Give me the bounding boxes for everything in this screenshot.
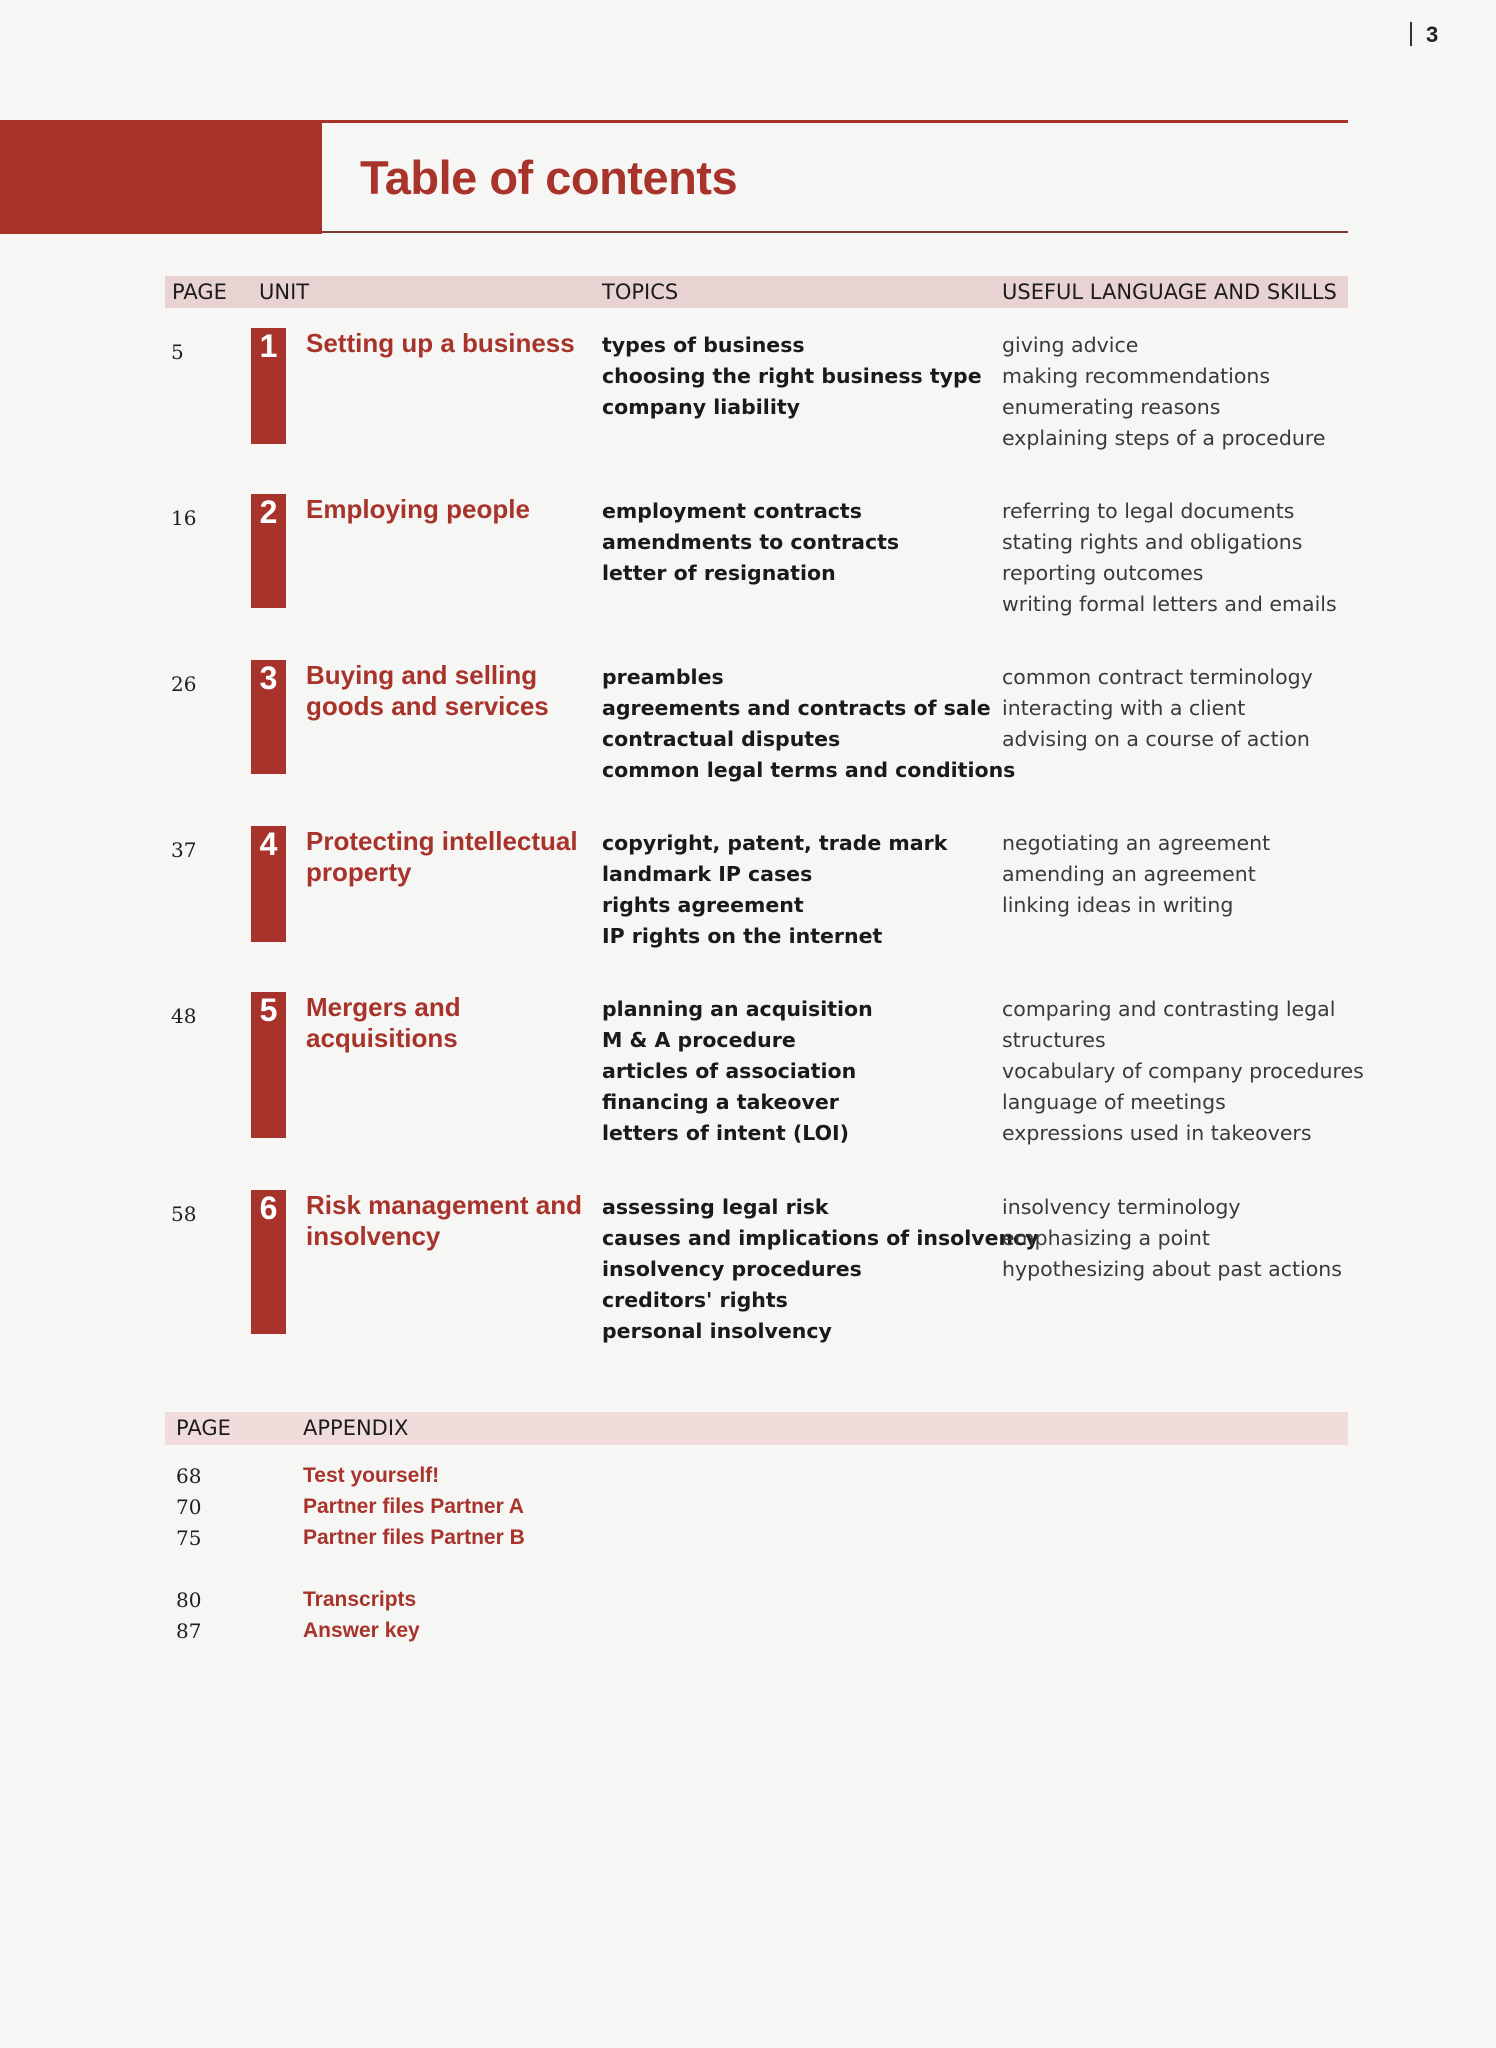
unit-number: 1	[259, 328, 278, 364]
unit-skills	[1002, 662, 1313, 755]
unit-page: 16	[171, 506, 197, 530]
topic-item: choosing the right business type	[602, 364, 982, 388]
appendix-link[interactable]: Answer key	[303, 1619, 420, 1642]
skill-item: linking ideas in writing	[1002, 893, 1234, 917]
topic-item: types of business	[602, 333, 805, 357]
skill-item: enumerating reasons	[1002, 395, 1221, 419]
appendix-page: 70	[176, 1495, 202, 1519]
topic-item: IP rights on the internet	[602, 924, 883, 948]
unit-title[interactable]: Setting up a business	[306, 328, 575, 358]
topic-item: preambles	[602, 665, 724, 689]
topic-item: rights agreement	[602, 893, 804, 917]
unit-skills	[1002, 330, 1325, 454]
skill-item: referring to legal documents	[1002, 499, 1295, 523]
unit-title[interactable]: Employing people	[306, 494, 530, 524]
appendix-page: 75	[176, 1526, 202, 1550]
appendix-page: 87	[176, 1619, 202, 1643]
page-title: Table of contents	[360, 151, 738, 204]
topic-item: landmark IP cases	[602, 862, 813, 886]
skill-item: amending an agreement	[1002, 862, 1256, 886]
skill-item: explaining steps of a procedure	[1002, 426, 1326, 450]
unit-topics	[602, 330, 982, 423]
unit-topics	[602, 662, 1015, 786]
column-header-page: PAGE	[172, 280, 227, 304]
topic-item: agreements and contracts of sale	[602, 696, 991, 720]
skill-item: writing formal letters and emails	[1002, 592, 1337, 616]
column-header-topics: TOPICS	[602, 280, 679, 304]
header-rule-top	[322, 120, 1348, 123]
unit-skills	[1002, 1192, 1342, 1285]
unit-number: 5	[259, 992, 278, 1028]
appendix-link[interactable]: Partner files Partner B	[303, 1526, 525, 1549]
appendix-link[interactable]: Transcripts	[303, 1588, 417, 1611]
topic-item: letter of resignation	[602, 561, 836, 585]
appendix-header-page: PAGE	[176, 1416, 231, 1440]
unit-skills	[1002, 496, 1337, 620]
unit-page: 37	[171, 838, 197, 862]
skill-item: emphasizing a point	[1002, 1226, 1210, 1250]
skill-item: language of meetings	[1002, 1090, 1226, 1114]
skill-item: interacting with a client	[1002, 696, 1246, 720]
unit-title[interactable]: Protecting intellectual property	[306, 826, 578, 887]
header-band	[0, 120, 322, 234]
unit-number: 2	[259, 494, 278, 530]
unit-page: 48	[171, 1004, 197, 1028]
unit-skills	[1002, 994, 1364, 1149]
unit-title[interactable]: Mergers and acquisitions	[306, 992, 461, 1053]
topic-item: M & A procedure	[602, 1028, 796, 1052]
appendix-link[interactable]: Test yourself!	[303, 1464, 440, 1487]
appendix-page: 80	[176, 1588, 202, 1612]
topic-item: causes and implications of insolvency	[602, 1226, 1039, 1250]
skill-item: stating rights and obligations	[1002, 530, 1303, 554]
topic-item: amendments to contracts	[602, 530, 900, 554]
unit-topics	[602, 1192, 1039, 1347]
unit-skills	[1002, 828, 1270, 921]
topic-item: personal insolvency	[602, 1319, 832, 1343]
page-number: 3	[1410, 22, 1438, 48]
unit-title[interactable]: Risk management and insolvency	[306, 1190, 582, 1251]
appendix-link[interactable]: Partner files Partner A	[303, 1495, 524, 1518]
skill-item: giving advice	[1002, 333, 1139, 357]
skill-item: comparing and contrasting legal	[1002, 997, 1336, 1021]
topic-item: letters of intent (LOI)	[602, 1121, 850, 1145]
header-rule-bottom	[322, 231, 1348, 233]
skill-item: expressions used in takeovers	[1002, 1121, 1312, 1145]
column-header-skills: USEFUL LANGUAGE AND SKILLS	[1002, 280, 1337, 304]
topic-item: assessing legal risk	[602, 1195, 829, 1219]
topic-item: copyright, patent, trade mark	[602, 831, 948, 855]
column-header-unit: UNIT	[259, 280, 310, 304]
topic-item: creditors' rights	[602, 1288, 788, 1312]
unit-page: 26	[171, 672, 197, 696]
topic-item: company liability	[602, 395, 801, 419]
skill-item: advising on a course of action	[1002, 727, 1310, 751]
skill-item: negotiating an agreement	[1002, 831, 1271, 855]
appendix-page: 68	[176, 1464, 202, 1488]
topic-item: financing a takeover	[602, 1090, 839, 1114]
topic-item: planning an acquisition	[602, 997, 873, 1021]
unit-number: 6	[259, 1190, 278, 1226]
skill-item: common contract terminology	[1002, 665, 1313, 689]
unit-number: 4	[259, 826, 278, 862]
skill-item: structures	[1002, 1028, 1106, 1052]
skill-item: making recommendations	[1002, 364, 1271, 388]
topic-item: insolvency procedures	[602, 1257, 862, 1281]
topic-item: common legal terms and conditions	[602, 758, 1016, 782]
skill-item: vocabulary of company procedures	[1002, 1059, 1364, 1083]
unit-topics	[602, 994, 873, 1149]
unit-page: 58	[171, 1202, 197, 1226]
unit-topics	[602, 496, 899, 589]
skill-item: hypothesizing about past actions	[1002, 1257, 1342, 1281]
unit-title[interactable]: Buying and selling goods and services	[306, 660, 549, 721]
topic-item: articles of association	[602, 1059, 857, 1083]
unit-number: 3	[259, 660, 278, 696]
unit-page: 5	[171, 340, 184, 364]
skill-item: insolvency terminology	[1002, 1195, 1241, 1219]
unit-topics	[602, 828, 947, 952]
appendix-header-label: APPENDIX	[303, 1416, 409, 1440]
topic-item: employment contracts	[602, 499, 862, 523]
topic-item: contractual disputes	[602, 727, 841, 751]
skill-item: reporting outcomes	[1002, 561, 1204, 585]
